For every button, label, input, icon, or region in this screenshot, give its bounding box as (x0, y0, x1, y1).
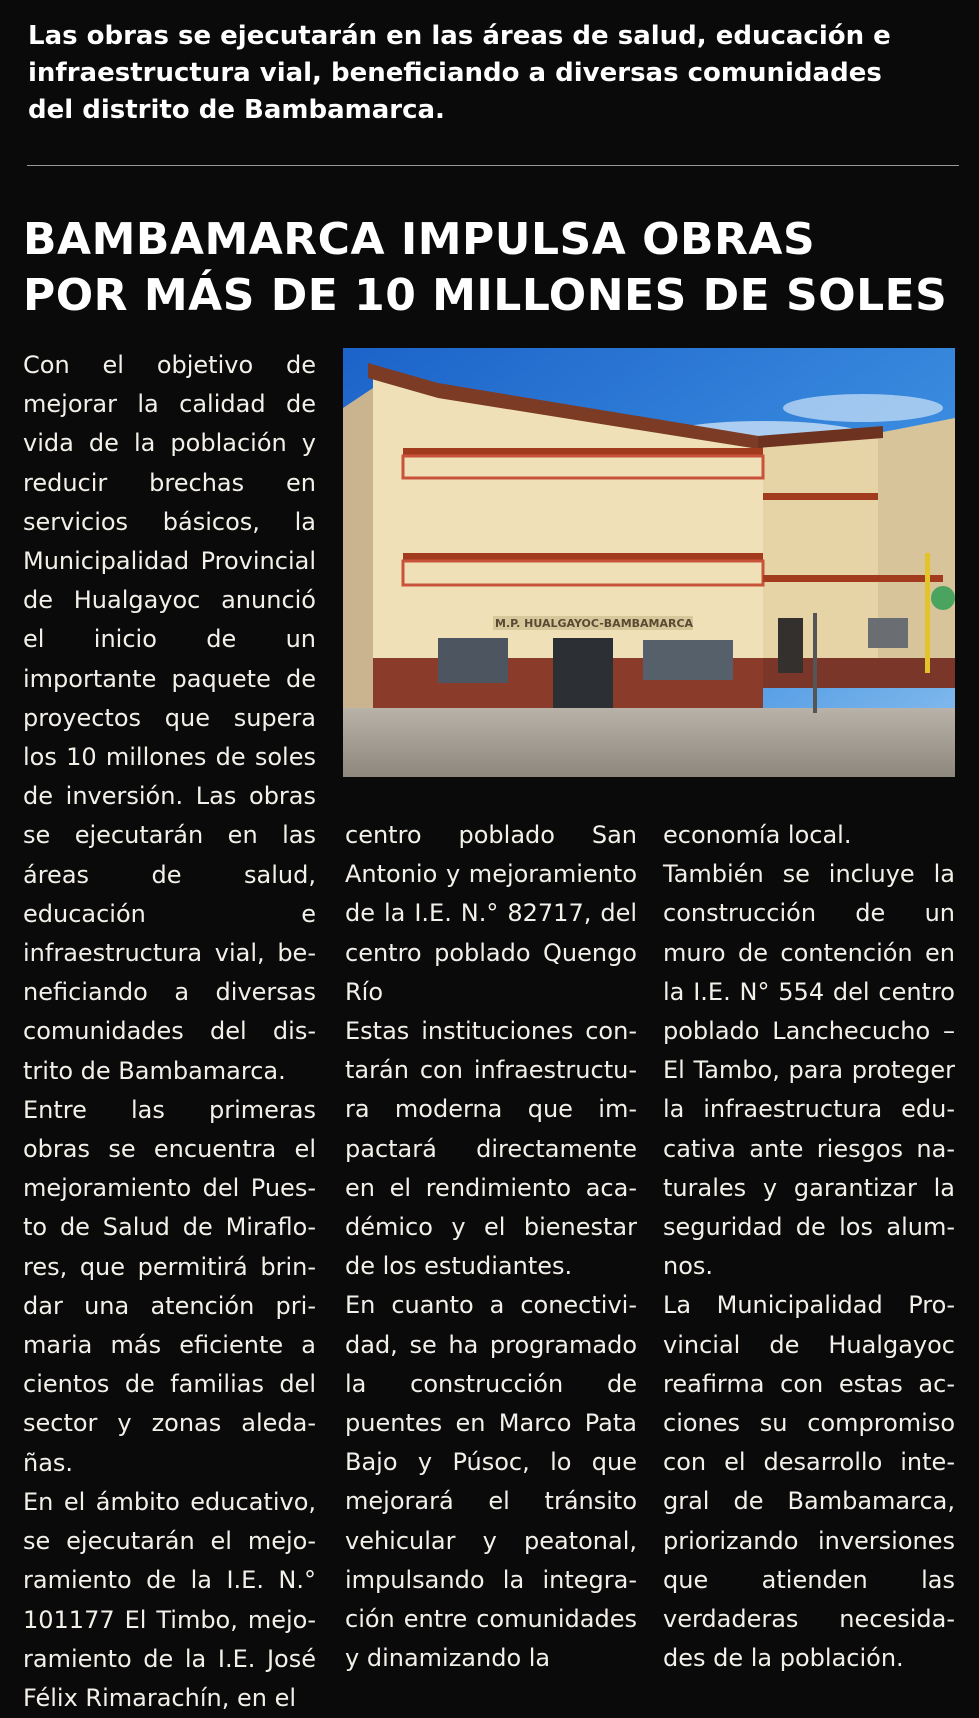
municipal-building-photo (343, 348, 955, 777)
headline-line-1: BAMBAMARCA IMPULSA OBRAS (23, 214, 816, 265)
article-column-3 (663, 816, 955, 1678)
paragraph: En cuanto a conectividad, se ha programado la construcción de puentes en Marco Pata Bajo y Púsoc, lo que mejorará el tránsito vehicular y peatonal, impulsando la integración entre comunidades y dinamizando la (345, 1291, 637, 1673)
paragraph: También se incluye la construcción de un muro de contención en la I.E. N° 554 del centro poblado Lanchecucho – El Tambo, para proteger la infraestructura educativa ante riesgos naturales y garantizar la seguridad de los alumnos. (663, 860, 955, 1281)
paragraph: Estas instituciones contarán con infraestructura moderna que impactará directamente en el rendimiento académico y el bienestar de los estudiantes. (345, 1017, 637, 1281)
paragraph: economía local. (663, 821, 852, 849)
article-headline (23, 212, 968, 324)
lead-paragraph: Las obras se ejecutarán en las áreas de salud, educación e infraestructura vial, beneficiando a diversas comunidades del distrito de Bambamarca. (28, 21, 891, 125)
building-sign: M.P. HUALGAYOC-BAMBAMARCA (495, 617, 694, 630)
paragraph: En el ámbito educativo, se ejecutarán el mejoramiento de la I.E. N.° 101177 El Timbo, mejoramiento de la I.E. José Félix Rimarachín, en el (23, 1487, 316, 1712)
paragraph: Entre las primeras obras se encuentra el mejoramiento del Puesto de Salud de Miraflores, que permitirá brindar una atención primaria más eficiente a cientos de familias del sector y zonas aledañas. (23, 1095, 316, 1477)
article-column-1 (23, 346, 316, 1718)
divider-line (27, 165, 959, 166)
paragraph: La Municipalidad Provincial de Hualgayoc reafirma con estas acciones su compromiso con el desarrollo integral de Bambamarca, priorizando inversiones que atienden las verdaderas necesidades de la población. (663, 1291, 955, 1673)
building-illustration (343, 348, 955, 777)
paragraph: Con el objetivo de mejorar la calidad de vida de la población y reducir brechas en servicios básicos, la Municipalidad Provincial de Hualgayoc anunció el inicio de un importante paquete de proyectos que supera los 10 millones de soles de inversión. Las obras se ejecutarán en las áreas de salud, educación e infraestructura vial, beneficiando a diversas comunidades del distrito de Bambamarca. (23, 351, 316, 1085)
article-column-2 (345, 816, 637, 1678)
paragraph: centro poblado San Antonio y mejoramiento de la I.E. N.° 82717, del centro poblado Quengo Río (345, 821, 637, 1006)
headline-line-2: POR MÁS DE 10 MILLONES DE SOLES (23, 270, 948, 321)
